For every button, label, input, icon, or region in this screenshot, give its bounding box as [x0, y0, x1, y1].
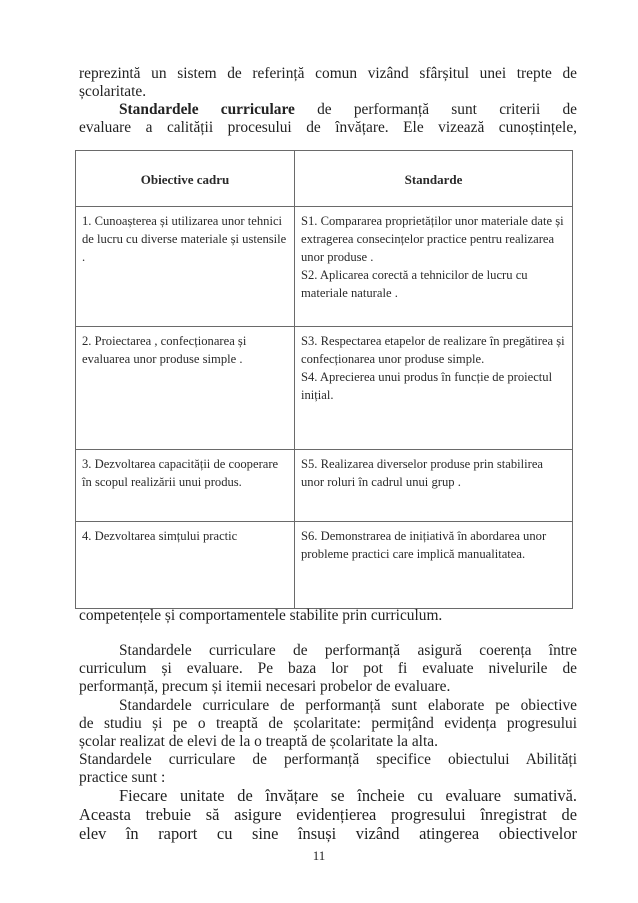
text-line: elev în raport cu sine însuși vizând atingerea obiectivelor	[79, 825, 577, 843]
standard-item: S6. Demonstrarea de inițiativă în abordarea unor probleme practici care implică manualitatea.	[301, 529, 547, 561]
page-number: 11	[312, 848, 326, 863]
text-span: de performanță sunt criterii de	[317, 101, 577, 118]
objective-cell: 2. Proiectarea , confecționarea și evaluarea unor produse simple .	[76, 327, 295, 450]
text-line: performanță, precum și itemii necesari probelor de evaluare.	[79, 678, 451, 695]
column-header: Standarde	[295, 151, 573, 207]
standard-item: S5. Realizarea diverselor produse prin stabilirea unor roluri în cadrul unui grup .	[301, 457, 543, 489]
text-line: evaluare a calității procesului de învățare. Ele vizează cunoștințele,	[79, 119, 577, 136]
text-line: Standardele curriculare de performanță sunt elaborate pe obiective	[119, 697, 577, 714]
objective-cell: 4. Dezvoltarea simțului practic	[76, 522, 295, 609]
standards-cell	[295, 522, 573, 609]
text-line: competențele și comportamentele stabilite prin curriculum.	[79, 607, 443, 624]
standards-cell	[295, 207, 573, 327]
table-row	[76, 327, 573, 450]
text-line: Standardele curriculare de performanță specifice obiectului Abilități	[79, 751, 577, 768]
text-line: Standardele curriculare de performanță asigură coerența între	[119, 642, 577, 659]
column-header: Obiective cadru	[76, 151, 295, 207]
text-line: practice sunt :	[79, 769, 166, 786]
standard-item: S4. Aprecierea unui produs în funcție de proiectul inițial.	[301, 370, 553, 402]
standards-cell	[295, 450, 573, 522]
table-row	[76, 522, 573, 609]
objective-cell: 3. Dezvoltarea capacității de cooperare în scopul realizării unui produs.	[76, 450, 295, 522]
table-header-row	[76, 151, 573, 207]
bold-term: Standardele curriculare	[119, 101, 295, 118]
text-line	[79, 101, 577, 119]
text-line: școlar realizat de elevi de la o treaptă de școlaritate la alta.	[79, 733, 438, 750]
objective-cell: 1. Cunoașterea și utilizarea unor tehnici de lucru cu diverse materiale și ustensile .	[76, 207, 295, 327]
standard-item: S2. Aplicarea corectă a tehnicilor de lucru cu materiale naturale .	[301, 268, 528, 300]
text-line: Aceasta trebuie să asigure evidențierea progresului înregistrat de	[79, 806, 577, 824]
text-line: școlaritate.	[79, 83, 147, 100]
standards-table	[75, 150, 573, 609]
standard-item: S1. Compararea proprietăților unor materiale date și extragerea consecințelor practice pentru realizarea unor produse .	[301, 214, 564, 264]
table-row	[76, 207, 573, 327]
standards-cell	[295, 327, 573, 450]
text-line: reprezintă un sistem de referință comun vizând sfârșitul unei trepte de	[79, 65, 577, 82]
text-line: de studiu și pe o treaptă de școlaritate: permițând evidența progresului	[79, 715, 577, 732]
standard-item: S3. Respectarea etapelor de realizare în pregătirea și confecționarea unor produse simple.	[301, 334, 565, 366]
table-row	[76, 450, 573, 522]
text-line: curriculum și evaluare. Pe baza lor pot fi evaluate nivelurile de	[79, 660, 577, 677]
text-line: Fiecare unitate de învățare se încheie cu evaluare sumativă.	[119, 787, 577, 805]
